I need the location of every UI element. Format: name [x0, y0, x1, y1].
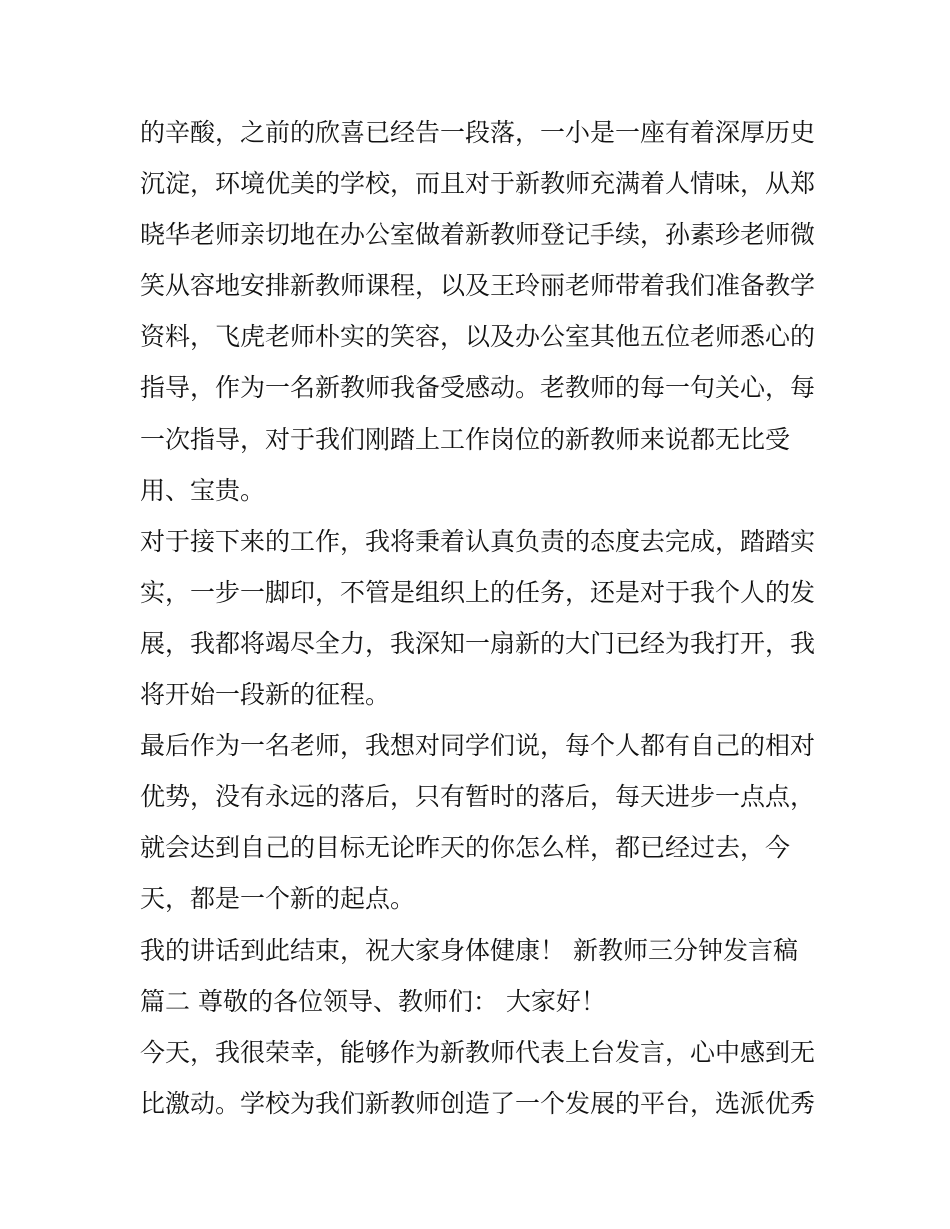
- text-line-9: 对于接下来的工作，我将秉着认真负责的态度去完成，踏踏实: [140, 526, 816, 556]
- body-text: [140, 107, 820, 1129]
- text-line-17: 我的讲话到此结束，祝大家身体健康！ 新教师三分钟发言稿: [140, 935, 798, 965]
- text-line-3: 晓华老师亲切地在办公室做着新教师登记手续，孙素珍老师微: [140, 220, 816, 250]
- text-line-14: 优势，没有永远的落后，只有暂时的落后，每天进步一点点，: [140, 782, 816, 812]
- text-line-2: 沉淀，环境优美的学校，而且对于新教师充满着人情味，从郑: [140, 169, 816, 199]
- text-line-6: 指导，作为一名新教师我备受感动。老教师的每一句关心，每: [140, 373, 816, 403]
- text-line-18: 篇二 尊敬的各位领导、教师们： 大家好！: [140, 986, 606, 1016]
- text-line-19: 今天，我很荣幸，能够作为新教师代表上台发言，心中感到无: [140, 1037, 816, 1067]
- text-line-1: 的辛酸，之前的欣喜已经告一段落，一小是一座有着深厚历史: [140, 118, 816, 147]
- text-line-5: 资料，飞虎老师朴实的笑容，以及办公室其他五位老师悉心的: [140, 322, 816, 352]
- text-line-13: 最后作为一名老师，我想对同学们说，每个人都有自己的相对: [140, 731, 816, 761]
- text-line-8: 用、宝贵。: [140, 475, 266, 505]
- text-line-12: 将开始一段新的征程。: [140, 680, 391, 710]
- text-line-20: 比激动。学校为我们新教师创造了一个发展的平台，选派优秀: [140, 1088, 816, 1118]
- text-line-10: 实，一步一脚印，不管是组织上的任务，还是对于我个人的发: [140, 577, 816, 607]
- text-line-11: 展，我都将竭尽全力，我深知一扇新的大门已经为我打开，我: [140, 628, 816, 658]
- text-line-15: 就会达到自己的目标无论昨天的你怎么样，都已经过去，今: [140, 833, 791, 863]
- text-line-4: 笑从容地安排新教师课程，以及王玲丽老师带着我们准备教学: [140, 271, 816, 301]
- text-line-16: 天，都是一个新的起点。: [140, 884, 416, 914]
- text-line-7: 一次指导，对于我们刚踏上工作岗位的新教师来说都无比受: [140, 424, 791, 454]
